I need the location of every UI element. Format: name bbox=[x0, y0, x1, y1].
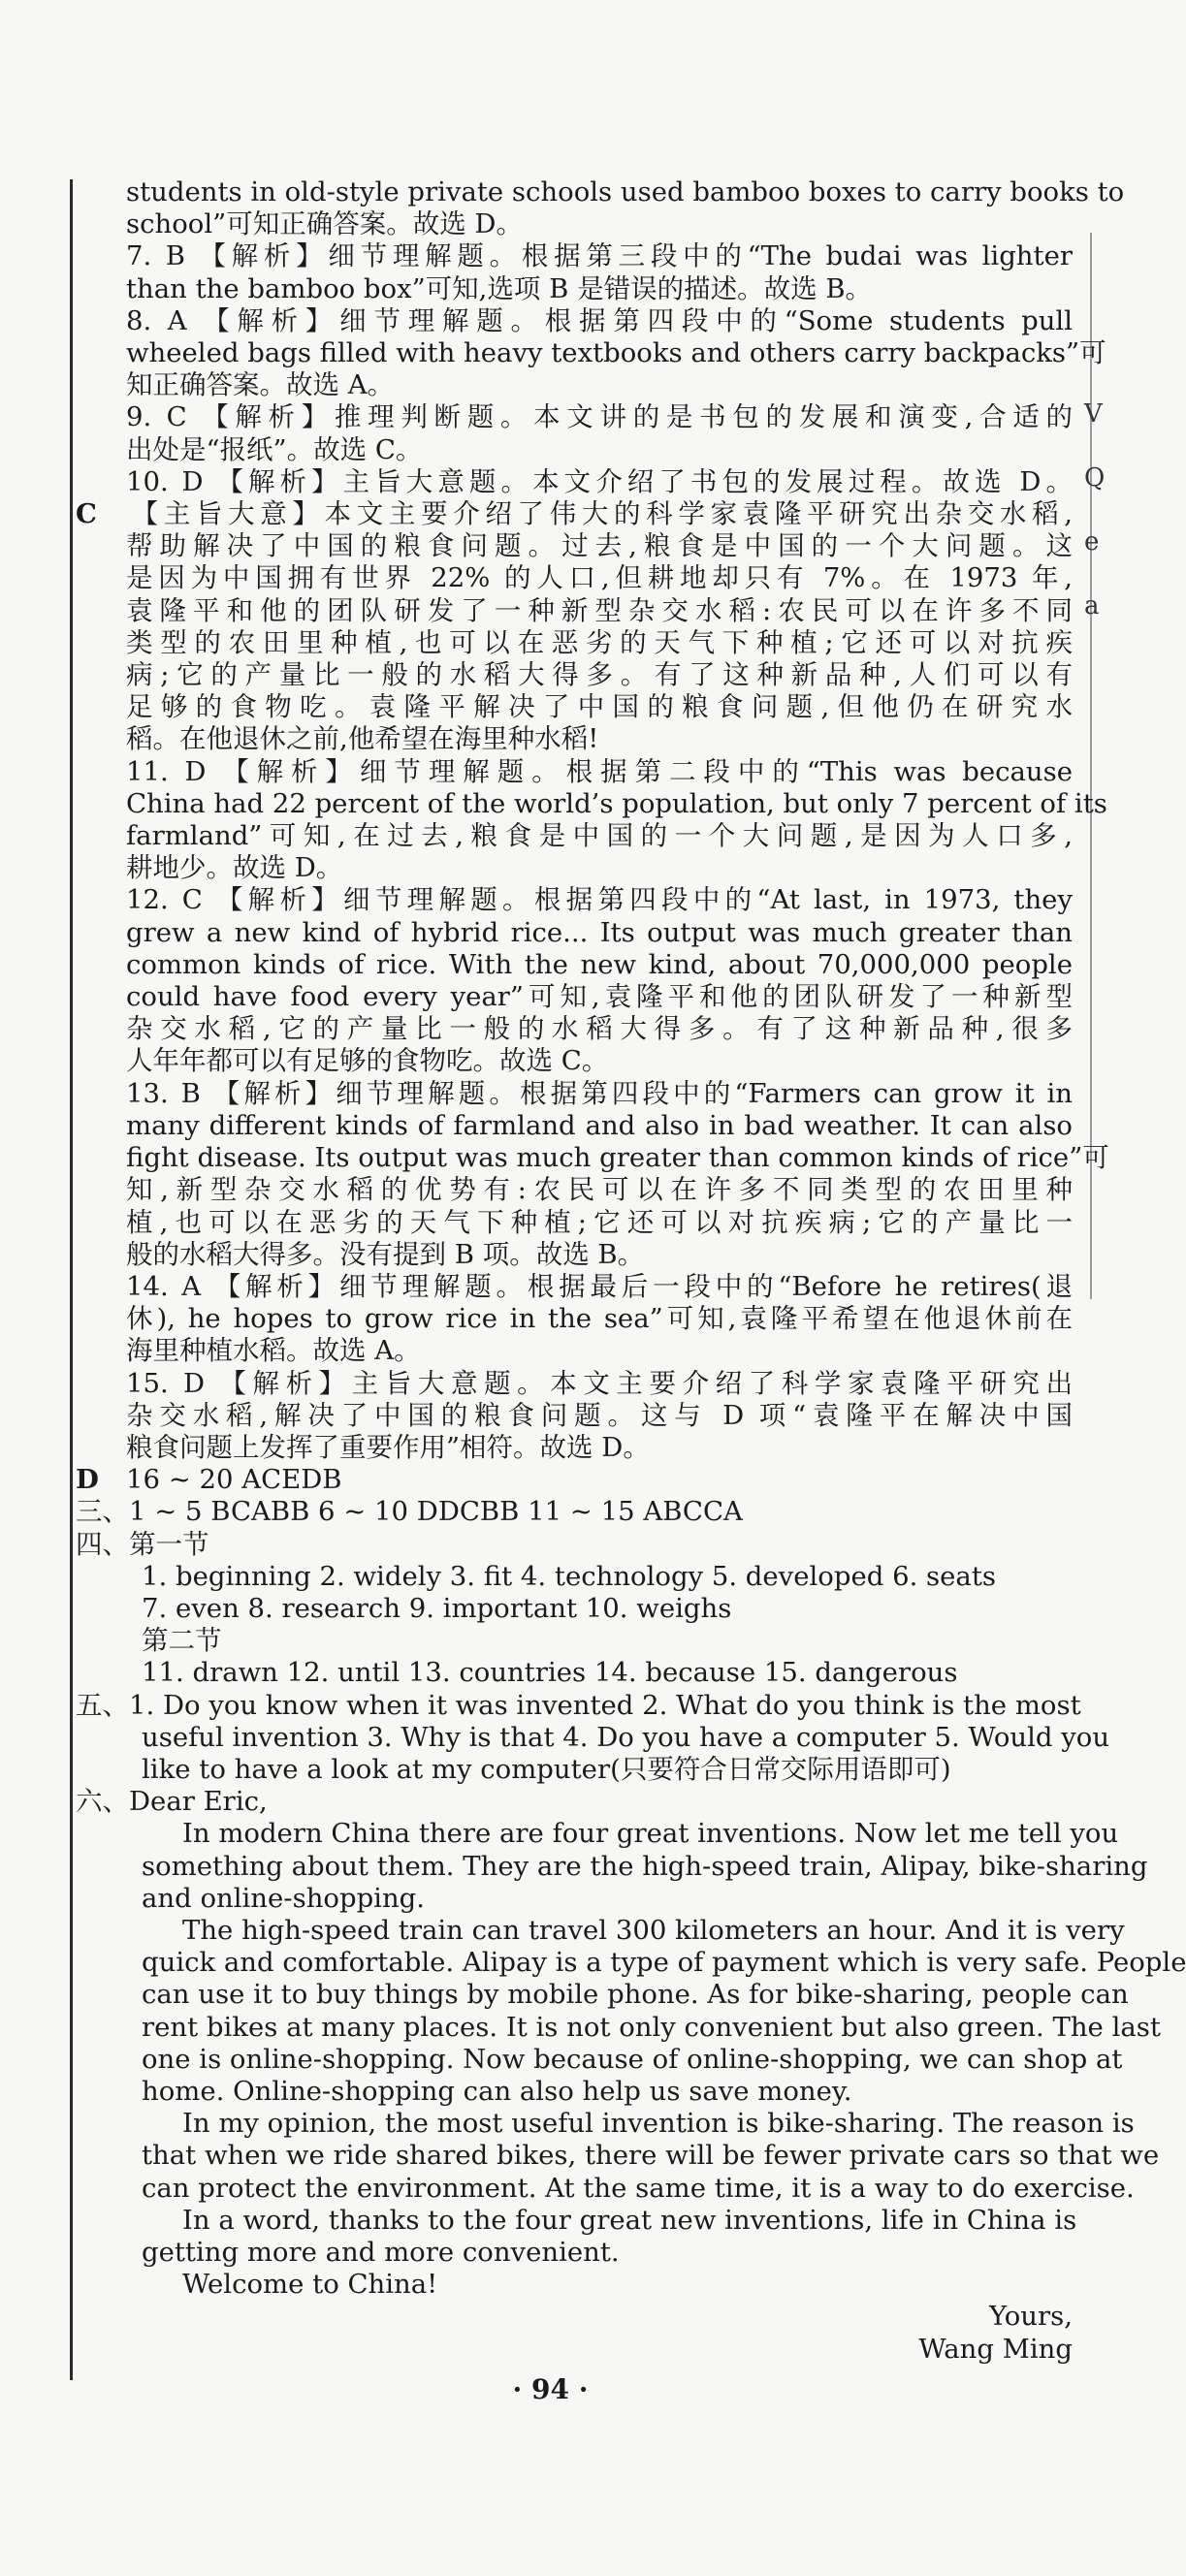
text-line: quick and comfortable. Alipay is a type of payment which is very safe. People bbox=[142, 1947, 1186, 1979]
text-line: and online-shopping. bbox=[142, 1882, 426, 1914]
text-line: In modern China there are four great inventions. Now let me tell you bbox=[182, 1818, 1119, 1850]
text-line: C 【主旨大意】本文主要介绍了伟大的科学家袁隆平研究出杂交水稻, bbox=[76, 498, 1073, 530]
text-line: 六、Dear Eric, bbox=[76, 1786, 268, 1818]
text-line: students in old-style private schools used bamboo boxes to carry books to bbox=[126, 176, 1125, 207]
text-line: rent bikes at many places. It is not only convenient but also green. The last bbox=[142, 2011, 1161, 2043]
text-line: 7. B 【解析】细节理解题。根据第三段中的“The budai was lighter bbox=[126, 240, 1073, 272]
text-line: that when we ride shared bikes, there will be fewer private cars so that we bbox=[142, 2140, 1160, 2172]
text-line: 13. B 【解析】细节理解题。根据第四段中的“Farmers can grow it in bbox=[126, 1077, 1073, 1109]
text-line: In a word, thanks to the four great new inventions, life in China is bbox=[182, 2204, 1077, 2236]
text-line: 10. D 【解析】主旨大意题。本文介绍了书包的发展过程。故选 D。 bbox=[126, 465, 1073, 497]
text-line: 7. even 8. research 9. important 10. weighs bbox=[142, 1592, 732, 1624]
text-line: something about them. They are the high-speed train, Alipay, bike-sharing bbox=[142, 1850, 1148, 1882]
text-line: 15. D 【解析】主旨大意题。本文主要介绍了科学家袁隆平研究出 bbox=[126, 1367, 1073, 1399]
text-line: like to have a look at my computer(只要符合日常交际用语即可) bbox=[142, 1753, 951, 1785]
text-line: 五、1. Do you know when it was invented 2. What do you think is the most bbox=[76, 1689, 1081, 1721]
text-line: 1. beginning 2. widely 3. fit 4. technology 5. developed 6. seats bbox=[142, 1560, 996, 1592]
text-line: fight disease. Its output was much greater than common kinds of rice”可 bbox=[126, 1142, 1109, 1174]
edge-char-2: Q bbox=[1084, 463, 1106, 493]
text-line: common kinds of rice. With the new kind, about 70,000,000 people bbox=[126, 948, 1073, 980]
text-line: 是因为中国拥有世界 22% 的人口,但耕地却只有 7%。在 1973 年, bbox=[126, 562, 1073, 594]
text-line: 杂交水稻,解决了中国的粮食问题。这与 D 项“袁隆平在解决中国 bbox=[126, 1399, 1073, 1431]
text-line: 粮食问题上发挥了重要作用”相符。故选 D。 bbox=[126, 1431, 650, 1463]
text-line: 杂交水稻,它的产量比一般的水稻大得多。有了这种新品种,很多 bbox=[126, 1013, 1073, 1045]
text-line: 植,也可以在恶劣的天气下种植;它还可以对抗疾病;它的产量比一 bbox=[126, 1206, 1073, 1238]
text-line: 袁隆平和他的团队研发了一种新型杂交水稻:农民可以在许多不同 bbox=[126, 594, 1073, 626]
text-line: 14. A 【解析】细节理解题。根据最后一段中的“Before he retires(退 bbox=[126, 1270, 1073, 1302]
text-line: 稻。在他退休之前,他希望在海里种水稻! bbox=[126, 723, 599, 755]
text-line: China had 22 percent of the world’s population, but only 7 percent of its bbox=[126, 787, 1107, 819]
text-line: 足够的食物吃。袁隆平解决了中国的粮食问题,但他仍在研究水 bbox=[126, 691, 1073, 723]
text-line: school”可知正确答案。故选 D。 bbox=[126, 208, 523, 240]
text-line: 11. drawn 12. until 13. countries 14. because 15. dangerous bbox=[142, 1657, 958, 1689]
text-line: 知正确答案。故选 A。 bbox=[126, 369, 395, 401]
text-line: 耕地少。故选 D。 bbox=[126, 852, 343, 884]
text-line: farmland”可知,在过去,粮食是中国的一个大问题,是因为人口多, bbox=[126, 820, 1073, 852]
page-number: · 94 · bbox=[512, 2373, 589, 2405]
text-line: 般的水稻大得多。没有提到 B 项。故选 B。 bbox=[126, 1238, 645, 1270]
edge-char-3: e bbox=[1084, 527, 1100, 557]
text-line: The high-speed train can travel 300 kilometers an hour. And it is very bbox=[182, 1914, 1125, 1946]
text-line: Welcome to China! bbox=[182, 2269, 438, 2301]
text-line: 11. D 【解析】细节理解题。根据第二段中的“This was because bbox=[126, 755, 1073, 787]
edge-char-1: V bbox=[1084, 399, 1103, 429]
text-line: useful invention 3. Why is that 4. Do you have a computer 5. Would you bbox=[142, 1721, 1110, 1753]
text-line: home. Online-shopping can also help us save money. bbox=[142, 2075, 852, 2107]
text-line: 帮助解决了中国的粮食问题。过去,粮食是中国的一个大问题。这 bbox=[126, 530, 1073, 562]
text-line: can protect the environment. At the same time, it is a way to do exercise. bbox=[142, 2172, 1135, 2204]
text-line: 12. C 【解析】细节理解题。根据第四段中的“At last, in 1973, they bbox=[126, 884, 1073, 916]
text-line: 类型的农田里种植,也可以在恶劣的天气下种植;它还可以对抗疾 bbox=[126, 626, 1073, 658]
text-line: 病;它的产量比一般的水稻大得多。有了这种新品种,人们可以有 bbox=[126, 659, 1073, 691]
text-line: grew a new kind of hybrid rice... Its output was much greater than bbox=[126, 916, 1073, 948]
text-line: D 16 ~ 20 ACEDB bbox=[76, 1464, 342, 1496]
text-line: 人年年都可以有足够的食物吃。故选 C。 bbox=[126, 1045, 609, 1077]
text-line: In my opinion, the most useful invention is bike-sharing. The reason is bbox=[182, 2108, 1135, 2140]
text-line: 9. C 【解析】推理判断题。本文讲的是书包的发展和演变,合适的 bbox=[126, 401, 1073, 433]
text-line: 休), he hopes to grow rice in the sea”可知,袁隆平希望在他退休前在 bbox=[126, 1303, 1073, 1335]
answer-key-body bbox=[76, 176, 1186, 2366]
text-line: than the bamboo box”可知,选项 B 是错误的描述。故选 B。 bbox=[126, 272, 873, 304]
text-line: can use it to buy things by mobile phone. As for bike-sharing, people can bbox=[142, 1979, 1129, 2011]
text-line: 三、1 ~ 5 BCABB 6 ~ 10 DDCBB 11 ~ 15 ABCCA bbox=[76, 1496, 743, 1528]
text-line: Yours, bbox=[988, 2301, 1073, 2333]
text-line: 四、第一节 bbox=[76, 1528, 209, 1560]
text-line: 出处是“报纸”。故选 C。 bbox=[126, 433, 423, 465]
text-line: could have food every year”可知,袁隆平和他的团队研发了一种新型 bbox=[126, 981, 1073, 1013]
text-line: 知,新型杂交水稻的优势有:农民可以在许多不同类型的农田里种 bbox=[126, 1174, 1073, 1206]
text-line: 海里种植水稻。故选 A。 bbox=[126, 1335, 421, 1367]
text-line: wheeled bags filled with heavy textbooks and others carry backpacks”可 bbox=[126, 337, 1106, 369]
text-line: 8. A 【解析】细节理解题。根据第四段中的“Some students pull bbox=[126, 304, 1073, 336]
text-line: many different kinds of farmland and also in bad weather. It can also bbox=[126, 1109, 1073, 1141]
edge-char-4: a bbox=[1084, 591, 1100, 620]
left-margin-rule bbox=[70, 179, 73, 2380]
text-line: 第二节 bbox=[142, 1625, 222, 1657]
text-line: getting more and more convenient. bbox=[142, 2237, 620, 2268]
text-line: Wang Ming bbox=[918, 2333, 1073, 2365]
text-line: one is online-shopping. Now because of online-shopping, we can shop at bbox=[142, 2043, 1123, 2075]
right-margin-rule bbox=[1090, 233, 1092, 1299]
